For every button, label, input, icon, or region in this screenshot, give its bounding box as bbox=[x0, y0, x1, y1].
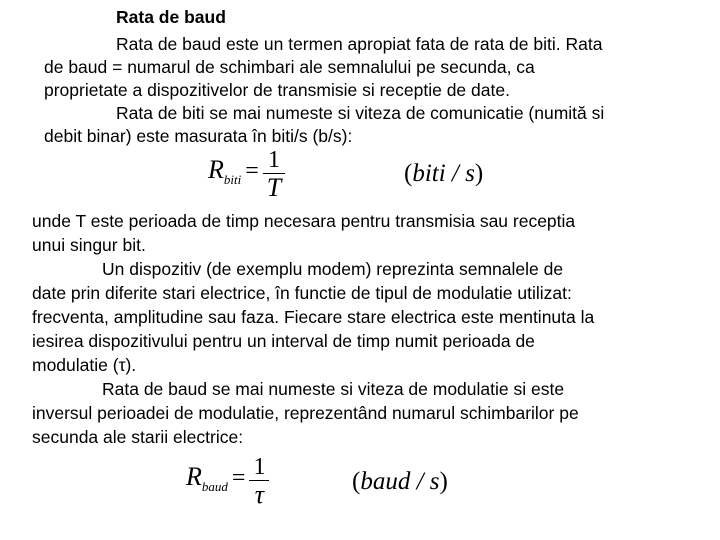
para1-line-3: proprietate a dispozitivelor de transmisie si receptie de date. bbox=[44, 80, 510, 100]
formula1-subscript: biti bbox=[223, 172, 242, 188]
para5-line-1: Rata de baud se mai numeste si viteza de modulatie si este bbox=[102, 379, 565, 399]
formula-bit-rate bbox=[208, 148, 285, 201]
para4-line-3: frecventa, amplitudine sau faza. Fiecare stare electrica este mentinuta la bbox=[32, 307, 595, 327]
formula2-fraction bbox=[249, 455, 269, 508]
formula1-denominator: T bbox=[266, 173, 282, 202]
formula1-symbol: R bbox=[208, 155, 224, 185]
formula2-subscript: baud bbox=[201, 479, 228, 495]
formula2-numerator: 1 bbox=[253, 454, 266, 480]
formula2-symbol: R bbox=[186, 462, 202, 492]
formula-baud-rate bbox=[186, 455, 269, 508]
formula1-unit-text: biti / s bbox=[412, 160, 475, 187]
para2-line-2: debit binar) este masurata în biti/s (b/s): bbox=[44, 126, 353, 146]
para5-line-2: inversul perioadei de modulatie, reprezentând numarul schimbarilor pe bbox=[32, 403, 579, 423]
para1-line-1: Rata de baud este un termen apropiat fata de rata de biti. Rata bbox=[116, 34, 603, 54]
formula1-unit: (biti / s) bbox=[404, 160, 484, 187]
formula1-fraction bbox=[263, 148, 285, 201]
formula2-unit-text: baud / s bbox=[360, 468, 440, 495]
para3-line-1: unde T este perioada de timp necesara pentru transmisia sau receptia bbox=[32, 211, 576, 231]
formula1-equals: = bbox=[245, 158, 259, 185]
formula2-equals: = bbox=[231, 465, 246, 492]
para5-line-3: secunda ale starii electrice: bbox=[32, 427, 244, 447]
para1-line-2: de baud = numarul de schimbari ale semnalului pe secunda, ca bbox=[44, 57, 535, 77]
formula2-denominator: τ bbox=[254, 480, 265, 509]
para4-line-4: iesirea dispozitivului pentru un interval de timp numit perioada de bbox=[32, 331, 535, 351]
formula2-unit: (baud / s) bbox=[352, 468, 448, 495]
para4-line-1: Un dispozitiv (de exemplu modem) reprezinta semnalele de bbox=[102, 259, 564, 279]
slide-title: Rata de baud bbox=[116, 7, 226, 27]
para2-line-1: Rata de biti se mai numeste si viteza de comunicatie (numită si bbox=[116, 103, 605, 123]
para4-line-5: modulatie (τ). bbox=[32, 355, 137, 375]
formula1-numerator: 1 bbox=[268, 147, 281, 173]
para3-line-2: unui singur bit. bbox=[32, 235, 146, 255]
para4-line-2: date prin diferite stari electrice, în functie de tipul de modulatie utilizat: bbox=[32, 283, 572, 303]
